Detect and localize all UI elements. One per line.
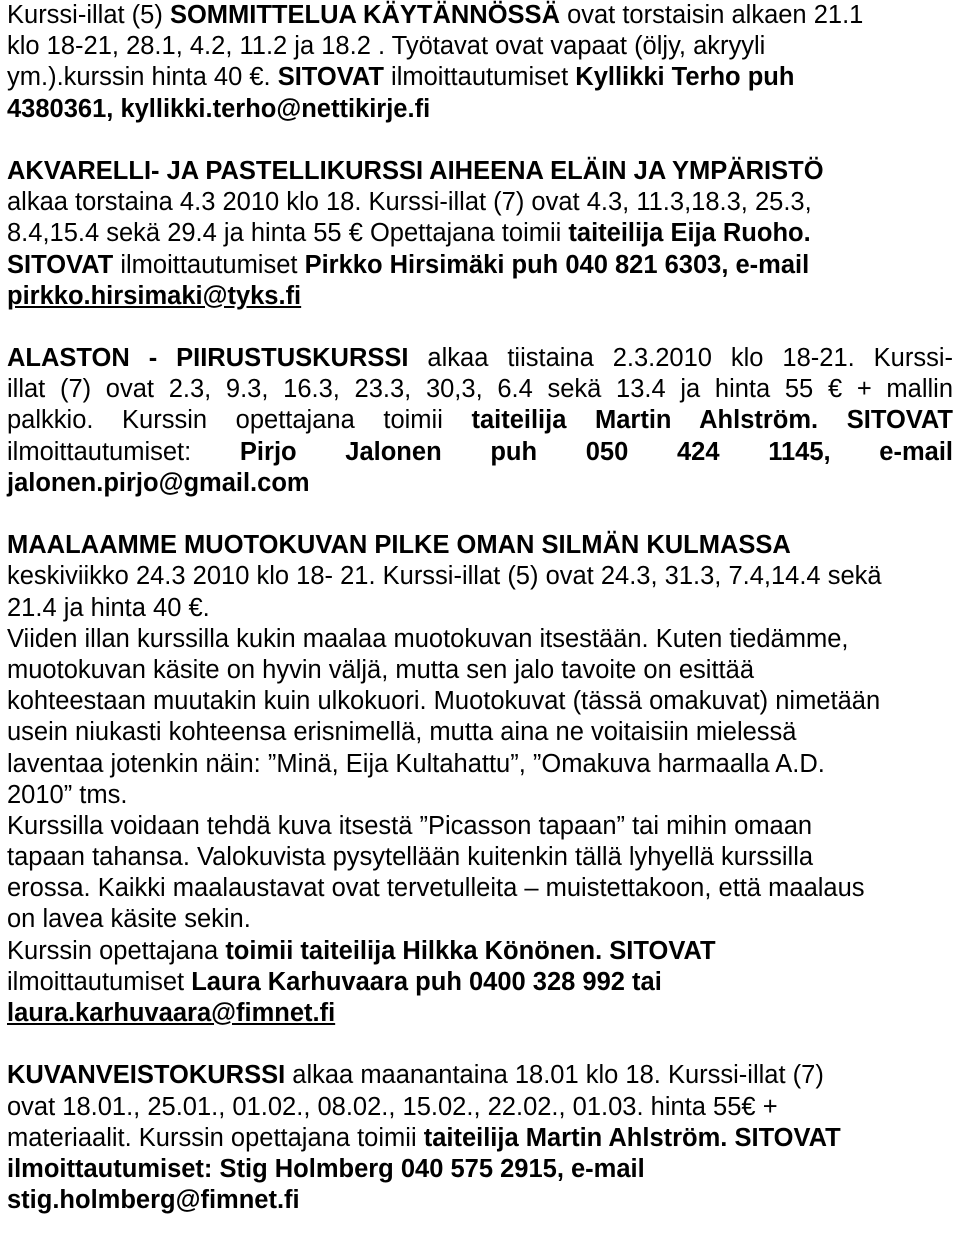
text-line [7,218,953,249]
email-line: jalonen.pirjo@gmail.com [7,468,310,497]
text: materiaalit. Kurssin opettajana toimii [7,1123,424,1152]
contact-name: Laura Karhuvaara puh 0400 328 992 tai [191,967,662,996]
text-line [7,343,953,374]
binding-label: SITOVAT [818,406,954,435]
text-line: klo 18-21, 28.1, 4.2, 11.2 ja 18.2 . Työtavat ovat vapaat (öljy, akryyli [7,32,766,61]
document-page [7,0,953,1216]
text: palkkio. Kurssin opettajana toimii [7,406,472,435]
email-link[interactable]: laura.karhuvaara@fimnet.fi [7,999,336,1027]
text: . [263,63,278,92]
course-alaston [7,343,953,499]
text-line: usein niukasti kohteensa erisnimellä, mutta aina ne voitaisiin mielessä [7,718,797,747]
text: Kurssin opettajana [7,936,226,965]
text: . [202,593,210,622]
text-line [7,62,953,93]
text-line: tapaan tahansa. Valokuvista pysytellään kuitenkin tällä lyhyellä kurssilla [7,843,814,872]
euro-symbol: € [249,63,264,92]
email-line: stig.holmberg@fimnet.fi [7,1186,300,1215]
text-line [7,374,953,405]
text-line [7,0,953,31]
course-title: AKVARELLI- JA PASTELLIKURSSI AIHEENA ELÄIN JA YMPÄRISTÖ [7,156,824,185]
text: ym.).kurssin hinta 40 [7,63,250,92]
course-kuvanveisto [7,1060,953,1216]
text-line [7,250,953,281]
text: ilmoittautumiset [113,250,305,279]
text-line [7,405,953,436]
contact-name: Pirjo Jalonen puh 050 424 1145, e-mail [239,437,953,466]
text-line: erossa. Kaikki maalaustavat ovat tervetulleita – muistettakoon, että maalaus [7,874,865,903]
text: illat (7) ovat 2.3, 9.3, 16.3, 23.3, 30,3, 6.4 sekä 13.4 ja hinta 55 [7,375,828,404]
binding-label: SITOVAT [7,250,114,279]
spacer [7,125,953,156]
course-title: SOMMITTELUA KÄYTÄNNÖSSÄ [169,1,560,29]
text: ilmoittautumiset [7,967,192,996]
text-line [7,967,953,998]
text: + mallin [842,375,953,404]
contact-line: ilmoittautumiset: Stig Holmberg 040 575 2915, e-mail [7,1154,645,1183]
text: ovat torstaisin alkaen 21.1 [559,1,864,29]
text-line [7,593,953,624]
text-line [7,936,953,967]
course-title: MAALAAMME MUOTOKUVAN PILKE OMAN SILMÄN KULMASSA [7,531,791,560]
contact-name: Kyllikki Terho puh [575,63,795,92]
text-line [7,1123,953,1154]
text-line: muotokuvan käsite on hyvin väljä, mutta sen jalo tavoite on esittää [7,655,755,684]
text: Opettajana toimii [362,219,569,248]
course-akvarelli [7,156,953,312]
teacher-name: taiteilija Eija Ruoho. [568,219,811,248]
course-title: KUVANVEISTOKURSSI [7,1061,286,1090]
teacher-name: taiteilija Martin Ahlström. SITOVAT [423,1123,841,1152]
text-line [7,1060,953,1091]
text: ilmoittautumiset [383,63,576,92]
contact-line: 4380361, kyllikki.terho@nettikirje.fi [7,94,431,123]
spacer [7,312,953,343]
text: + [755,1092,778,1121]
text: ilmoittautumiset: [7,437,240,466]
course-title: ALASTON - PIIRUSTUSKURSSI [7,344,409,373]
text: 8.4,15.4 sekä 29.4 ja hinta 55 [7,219,349,248]
text-line: kohteestaan muutakin kuin ulkokuori. Muotokuvat (tässä omakuvat) nimetään [7,687,881,716]
spacer [7,1029,953,1060]
text: alkaa maanantaina 18.01 klo 18. Kurssi-illat (7) [285,1061,824,1090]
text-line: 2010” tms. [7,780,128,809]
text-line: alkaa torstaina 4.3 2010 klo 18. Kurssi-illat (7) ovat 4.3, 11.3,18.3, 25.3, [7,188,812,217]
text: Kurssi-illat (5) [7,1,170,29]
spacer [7,499,953,530]
text-line: keskiviikko 24.3 2010 klo 18- 21. Kurssi-illat (5) ovat 24.3, 31.3, 7.4,14.4 sekä [7,562,882,591]
email-link[interactable]: pirkko.hirsimaki@tyks.fi [7,281,302,310]
course-sommittelua [7,0,953,125]
text: 21.4 ja hinta 40 [7,593,189,622]
text-line: Kurssilla voidaan tehdä kuva itsestä ”Picasson tapaan” tai mihin omaan [7,811,813,840]
euro-symbol: € [827,375,843,404]
text-line: on lavea käsite sekin. [7,905,251,934]
course-muotokuva [7,530,953,1029]
text: alkaa tiistaina 2.3.2010 klo 18-21. Kurssi- [408,344,953,373]
euro-symbol: € [348,219,363,248]
text-line: Viiden illan kurssilla kukin maalaa muotokuvan itsestään. Kuten tiedämme, [7,624,849,653]
contact-name: Pirkko Hirsimäki puh 040 821 6303, e-mail [304,250,810,279]
binding-label: SITOVAT [277,63,384,92]
text-line [7,1092,953,1123]
text-line [7,437,953,468]
euro-symbol: € [741,1092,756,1121]
teacher-name: toimii taiteilija Hilkka Könönen. SITOVAT [225,936,716,965]
text: ovat 18.01., 25.01., 01.02., 08.02., 15.02., 22.02., 01.03. hinta 55 [7,1092,742,1121]
teacher-name: taiteilija Martin Ahlström. [471,406,819,435]
euro-symbol: € [188,593,203,622]
text-line: laventaa jotenkin näin: ”Minä, Eija Kultahattu”, ”Omakuva harmaalla A.D. [7,749,825,778]
